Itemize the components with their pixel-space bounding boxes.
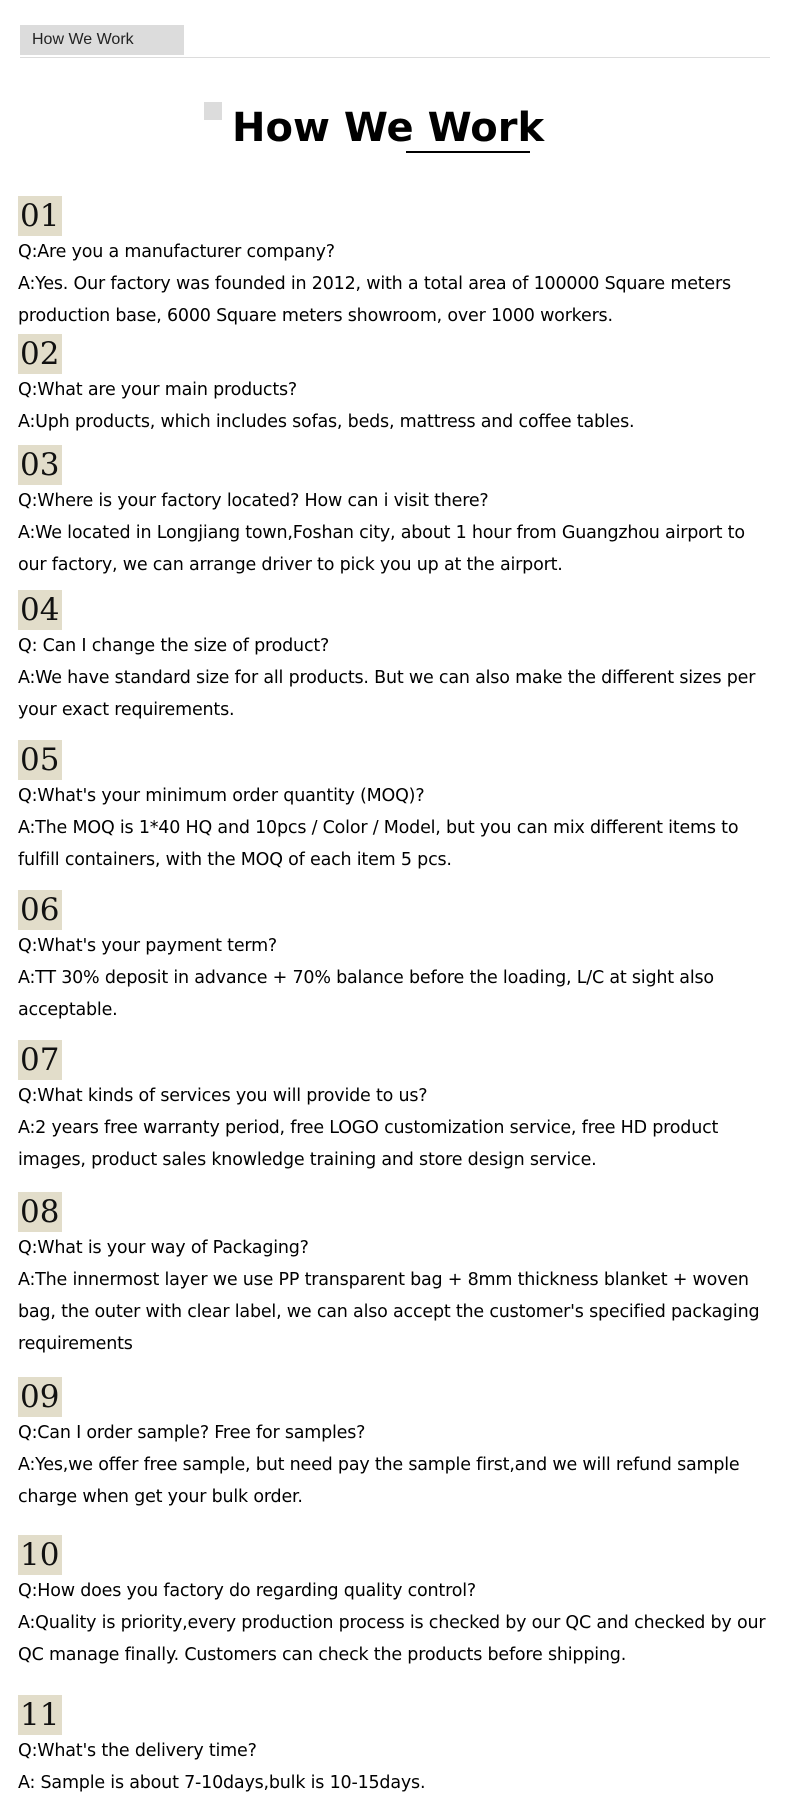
faq-item-09 — [18, 1377, 773, 1513]
faq-question: Q: Can I change the size of product? — [18, 636, 330, 656]
faq-question: Q:What kinds of services you will provide to us? — [18, 1086, 428, 1106]
faq-number: 06 — [18, 890, 62, 930]
faq-number: 07 — [18, 1040, 62, 1080]
faq-question: Q:What are your main products? — [18, 380, 297, 400]
faq-number: 10 — [18, 1535, 62, 1575]
faq-number: 11 — [18, 1695, 62, 1735]
faq-answer: A:The innermost layer we use PP transparent bag + 8mm thickness blanket + woven bag, the outer with clear label, we can also accept the customer's specified packaging requirements — [18, 1270, 760, 1354]
faq-item-03 — [18, 445, 773, 581]
faq-item-02 — [18, 334, 773, 438]
faq-question: Q:What's your minimum order quantity (MOQ)? — [18, 786, 425, 806]
tab-how-we-work[interactable]: How We Work — [20, 25, 184, 55]
faq-question: Q:What's the delivery time? — [18, 1741, 257, 1761]
faq-answer: A:Yes. Our factory was founded in 2012, with a total area of 100000 Square meters production base, 6000 Square meters showroom, over 1000 workers. — [18, 274, 731, 326]
faq-item-04 — [18, 590, 773, 726]
faq-answer: A:We located in Longjiang town,Foshan city, about 1 hour from Guangzhou airport to our factory, we can arrange driver to pick you up at the airport. — [18, 523, 745, 575]
faq-answer: A:Quality is priority,every production process is checked by our QC and checked by our QC manage finally. Customers can check the products before shipping. — [18, 1613, 766, 1665]
faq-answer: A: Sample is about 7-10days,bulk is 10-15days. — [18, 1773, 426, 1793]
faq-item-10 — [18, 1535, 773, 1671]
faq-item-06 — [18, 890, 773, 1026]
faq-item-11 — [18, 1695, 773, 1799]
faq-item-08 — [18, 1192, 773, 1360]
page-title: How We Work — [232, 105, 545, 151]
faq-item-07 — [18, 1040, 773, 1176]
faq-question: Q:Can I order sample? Free for samples? — [18, 1423, 366, 1443]
faq-item-05 — [18, 740, 773, 876]
faq-item-01 — [18, 196, 773, 332]
faq-number: 04 — [18, 590, 62, 630]
section-heading — [0, 100, 790, 160]
faq-answer: A:The MOQ is 1*40 HQ and 10pcs / Color / Model, but you can mix different items to fulfill containers, with the MOQ of each item 5 pcs. — [18, 818, 739, 870]
faq-answer: A:TT 30% deposit in advance + 70% balance before the loading, L/C at sight also acceptable. — [18, 968, 714, 1020]
heading-underline — [406, 151, 530, 153]
faq-number: 05 — [18, 740, 62, 780]
faq-question: Q:What's your payment term? — [18, 936, 278, 956]
faq-question: Q:How does you factory do regarding quality control? — [18, 1581, 476, 1601]
faq-question: Q:Where is your factory located? How can i visit there? — [18, 491, 489, 511]
faq-answer: A:Yes,we offer free sample, but need pay the sample first,and we will refund sample charge when get your bulk order. — [18, 1455, 740, 1507]
faq-answer: A:We have standard size for all products. But we can also make the different sizes per your exact requirements. — [18, 668, 756, 720]
faq-question: Q:Are you a manufacturer company? — [18, 242, 335, 262]
faq-number: 09 — [18, 1377, 62, 1417]
faq-answer: A:Uph products, which includes sofas, beds, mattress and coffee tables. — [18, 412, 635, 432]
faq-number: 03 — [18, 445, 62, 485]
tab-bar — [20, 25, 770, 58]
heading-square-decoration — [204, 102, 222, 120]
faq-question: Q:What is your way of Packaging? — [18, 1238, 309, 1258]
faq-number: 08 — [18, 1192, 62, 1232]
faq-number: 01 — [18, 196, 62, 236]
faq-answer: A:2 years free warranty period, free LOGO customization service, free HD product images, product sales knowledge training and store design service. — [18, 1118, 719, 1170]
faq-number: 02 — [18, 334, 62, 374]
